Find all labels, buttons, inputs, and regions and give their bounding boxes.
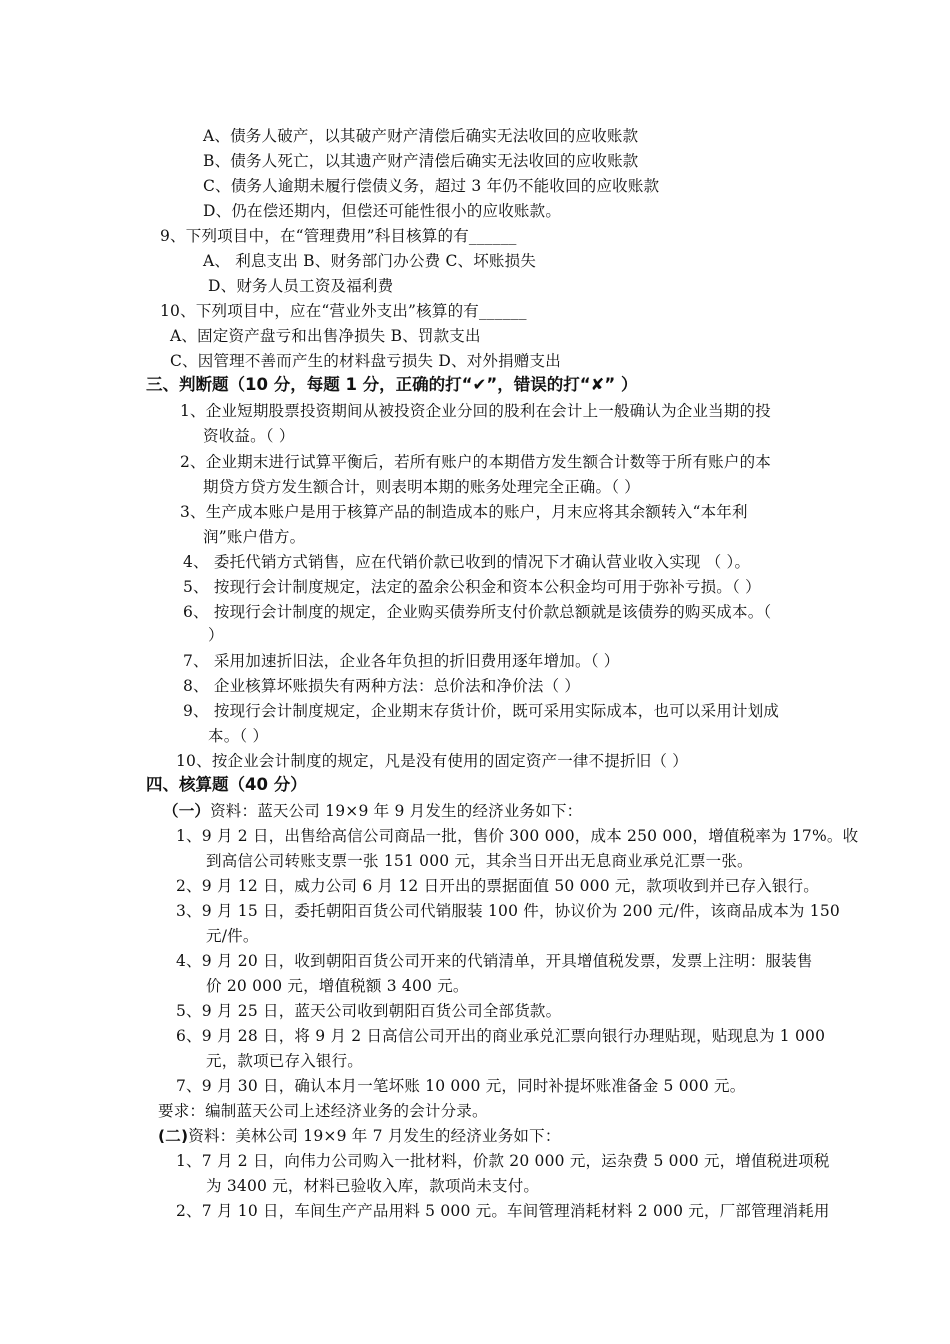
calc1-item-3-line1: 3、9 月 15 日，委托朝阳百货公司代销服装 100 件，协议价为 200 元/件，该商品成本为 150 [176, 902, 840, 920]
calc1-item-2: 2、9 月 12 日，威力公司 6 月 12 日开出的票据面值 50 000 元，款项收到并已存入银行。 [176, 877, 820, 895]
judge-item-9-line2: 本。（ ） [208, 727, 269, 745]
judge-item-9-line1: 9、 按现行会计制度规定，企业期末存货计价，既可采用实际成本，也可以采用计划成 [183, 702, 780, 720]
q9-stem: 9、下列项目中，在“管理费用”科目核算的有______ [160, 227, 517, 245]
calc1-item-6-line1: 6、9 月 28 日，将 9 月 2 日高信公司开出的商业承兑汇票向银行办理贴现，贴现息为 1 000 [176, 1027, 826, 1045]
judge-item-6-line1: 6、 按现行会计制度的规定，企业购买债券所支付价款总额就是该债券的购买成本。（ [183, 603, 772, 621]
part1-intro [163, 800, 582, 822]
calc1-item-6-line2: 元，款项已存入银行。 [206, 1052, 364, 1070]
calc2-item-2-line1: 2、7 月 10 日，车间生产产品用料 5 000 元。车间管理消耗材料 2 000 元，厂部管理消耗用 [176, 1202, 830, 1220]
judge-item-2-line2: 期贷方贷方发生额合计，则表明本期的账务处理完全正确。（ ） [203, 478, 640, 496]
judge-item-1-line2: 资收益。（ ） [203, 427, 295, 445]
q8-option-c: C、债务人逾期未履行偿债义务，超过 3 年仍不能收回的应收账款 [203, 177, 660, 195]
judge-item-5: 5、 按现行会计制度规定，法定的盈余公积金和资本公积金均可用于弥补亏损。（ ） [183, 578, 761, 596]
part1-intro-text: 资料：蓝天公司 19×9 年 9 月发生的经济业务如下： [210, 802, 583, 820]
part2-label: (二) [158, 1127, 189, 1145]
calc1-item-3-line2: 元/件。 [206, 927, 259, 945]
calc2-item-1-line1: 1、7 月 2 日，向伟力公司购入一批材料，价款 20 000 元，运杂费 5 000 元，增值税进项税 [176, 1152, 830, 1170]
calc1-item-4-line1: 4、9 月 20 日，收到朝阳百货公司开来的代销清单，开具增值税发票，发票上注明：服装售 [176, 952, 813, 970]
part1-label: （一） [163, 802, 211, 820]
section4-heading: 四、核算题（40 分） [146, 775, 307, 794]
q9-options-line1: A、 利息支出 B、财务部门办公费 C、坏账损失 [203, 252, 537, 270]
judge-item-6-line2: ） [208, 626, 224, 644]
part2-intro-text: 资料：美林公司 19×9 年 7 月发生的经济业务如下： [188, 1127, 561, 1145]
q10-stem: 10、下列项目中，应在“营业外支出”核算的有______ [160, 302, 527, 320]
calc1-item-4-line2: 价 20 000 元，增值税额 3 400 元。 [206, 977, 469, 995]
judge-item-4: 4、 委托代销方式销售，应在代销价款已收到的情况下才确认营业收入实现 （ ）。 [183, 553, 751, 571]
q8-option-d: D、仍在偿还期内，但偿还可能性很小的应收账款。 [203, 202, 562, 220]
q10-options-line2: C、因管理不善而产生的材料盘亏损失 D、对外捐赠支出 [170, 352, 561, 370]
judge-item-3-line2: 润”账户借方。 [203, 528, 306, 546]
q9-options-line2: D、财务人员工资及福利费 [208, 277, 394, 295]
part2-intro [158, 1125, 561, 1147]
judge-item-7: 7、 采用加速折旧法，企业各年负担的折旧费用逐年增加。（ ） [183, 652, 620, 670]
part1-requirement: 要求：编制蓝天公司上述经济业务的会计分录。 [158, 1102, 488, 1120]
calc1-item-5: 5、9 月 25 日，蓝天公司收到朝阳百货公司全部货款。 [176, 1002, 562, 1020]
q10-options-line1: A、固定资产盘亏和出售净损失 B、罚款支出 [170, 327, 481, 345]
calc1-item-7: 7、9 月 30 日，确认本月一笔坏账 10 000 元，同时补提坏账准备金 5 000 元。 [176, 1077, 746, 1095]
q8-option-b: B、债务人死亡，以其遗产财产清偿后确实无法收回的应收账款 [203, 152, 639, 170]
judge-item-3-line1: 3、生产成本账户是用于核算产品的制造成本的账户，月末应将其余额转入“本年利 [180, 503, 748, 521]
judge-item-2-line1: 2、企业期末进行试算平衡后，若所有账户的本期借方发生额合计数等于所有账户的本 [180, 453, 771, 471]
section3-heading: 三、判断题（10 分，每题 1 分，正确的打“✔”，错误的打“✘” ） [146, 375, 638, 394]
q8-option-a: A、债务人破产，以其破产财产清偿后确实无法收回的应收账款 [203, 127, 639, 145]
judge-item-1-line1: 1、企业短期股票投资期间从被投资企业分回的股利在会计上一般确认为企业当期的投 [180, 402, 771, 420]
judge-item-8: 8、 企业核算坏账损失有两种方法：总价法和净价法（ ） [183, 677, 581, 695]
calc1-item-1-line2: 到高信公司转账支票一张 151 000 元，其余当日开出无息商业承兑汇票一张。 [206, 852, 753, 870]
judge-item-10: 10、按企业会计制度的规定，凡是没有使用的固定资产一律不提折旧（ ） [176, 752, 688, 770]
calc1-item-1-line1: 1、9 月 2 日，出售给高信公司商品一批，售价 300 000，成本 250 000，增值税率为 17%。收 [176, 827, 859, 845]
calc2-item-1-line2: 为 3400 元，材料已验收入库，款项尚未支付。 [206, 1177, 540, 1195]
